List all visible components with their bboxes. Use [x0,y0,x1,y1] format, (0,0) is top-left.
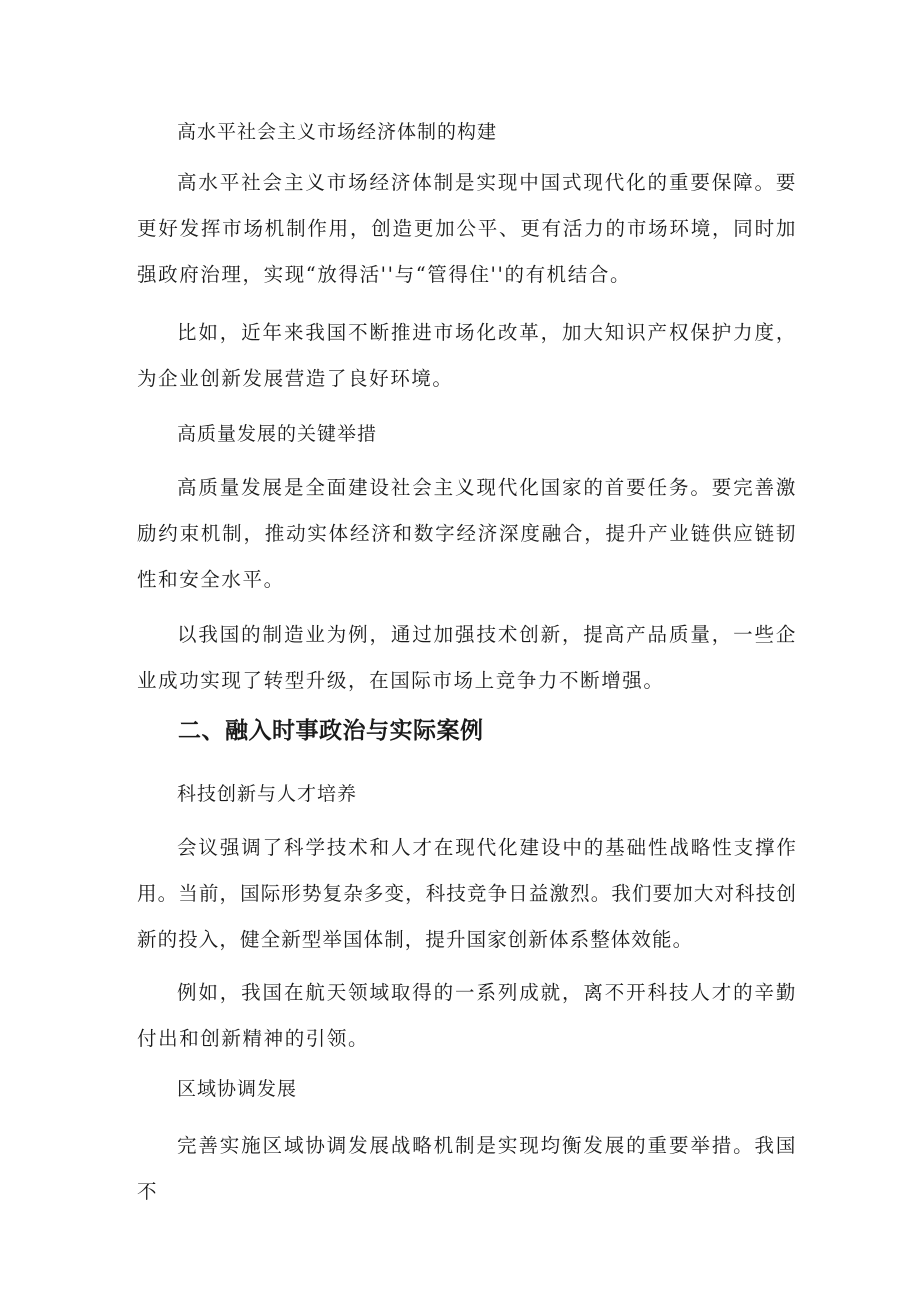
paragraph-high-quality: 高质量发展是全面建设社会主义现代化国家的首要任务。要完善激励约束机制，推动实体经济和数字经济深度融合，提升产业链供应链韧性和安全水平。 [137,476,797,591]
subheading-high-quality: 高质量发展的关键举措 [177,423,378,445]
paragraph-market-example: 比如，近年来我国不断推进市场化改革，加大知识产权保护力度，为企业创新发展营造了良好环境。 [137,321,797,390]
paragraph-manufacturing-example: 以我国的制造业为例，通过加强技术创新，提高产品质量，一些企业成功实现了转型升级，在国际市场上竞争力不断增强。 [137,623,797,692]
subheading-tech-innovation: 科技创新与人才培养 [177,783,358,805]
subheading-market-economy: 高水平社会主义市场经济体制的构建 [177,121,498,143]
paragraph-aerospace-example: 例如，我国在航天领域取得的一系列成就，离不开科技人才的辛勤付出和创新精神的引领。 [137,981,797,1050]
paragraph-market-economy: 高水平社会主义市场经济体制是实现中国式现代化的重要保障。要更好发挥市场机制作用，创造更加公平、更有活力的市场环境，同时加强政府治理，实现“放得活''与“管得住''的有机结合。 [137,171,797,286]
subheading-regional: 区域协调发展 [177,1078,298,1100]
paragraph-tech-innovation: 会议强调了科学技术和人才在现代化建设中的基础性战略性支撑作用。当前，国际形势复杂多变，科技竞争日益激烈。我们要加大对科技创新的投入，健全新型举国体制，提升国家创新体系整体效能。 [137,836,797,951]
section-heading: 二、融入时事政治与实际案例 [178,718,484,744]
paragraph-regional: 完善实施区域协调发展战略机制是实现均衡发展的重要举措。我国不 [137,1134,797,1203]
